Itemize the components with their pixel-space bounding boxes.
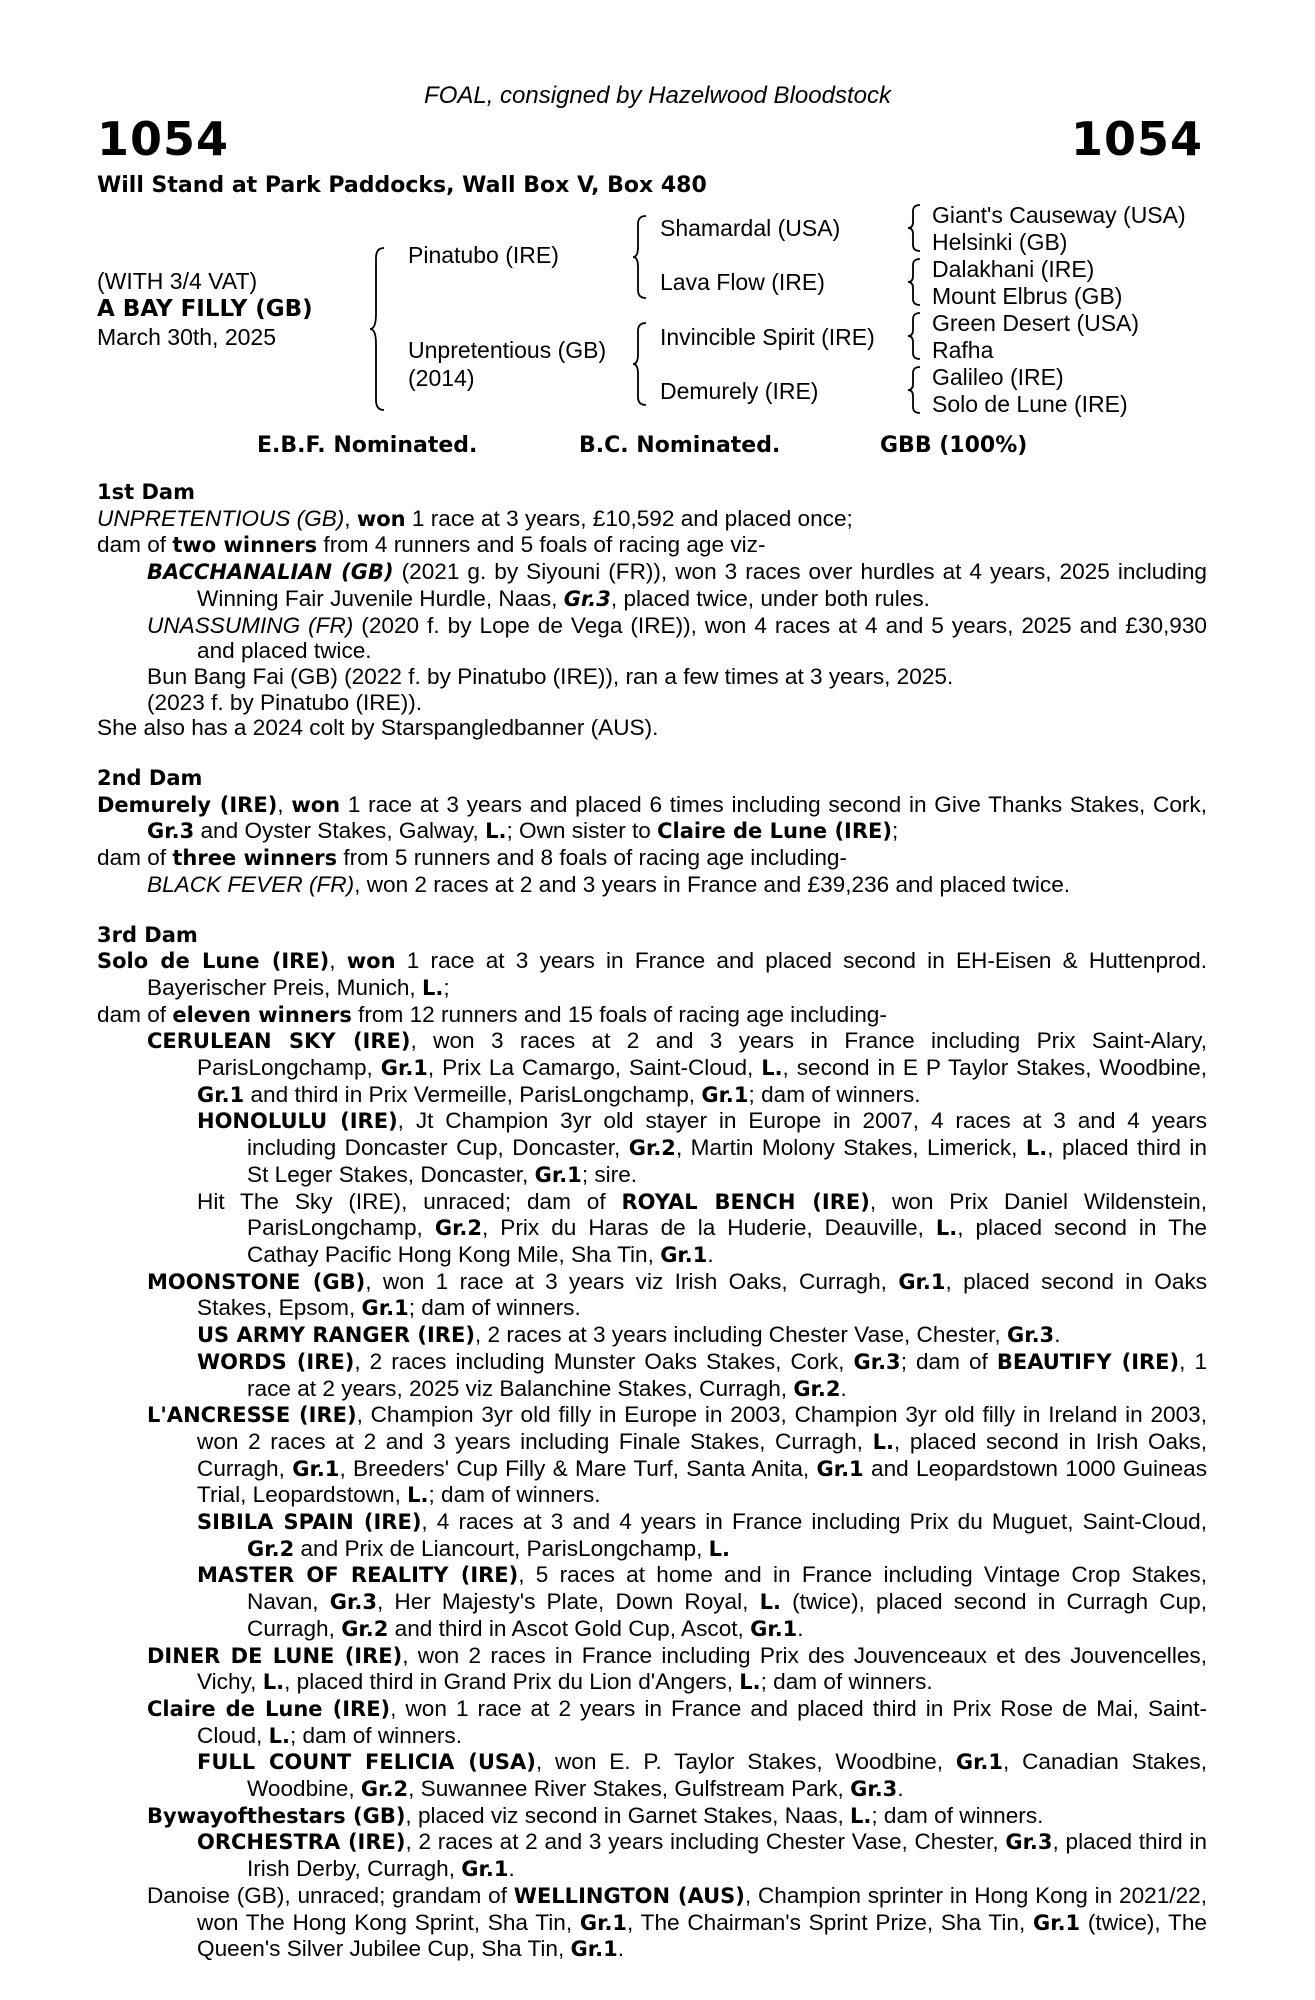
ggs-2: Dalakhani (IRE) xyxy=(932,256,1095,282)
second-dam-entry: Demurely (IRE), won 1 race at 3 years and placed 6 times including second in Give Thanks Stakes, Cork, Gr.3 and Oyster Stakes, Galway, L.; Own sister to Claire de Lune (IRE); xyxy=(97,791,1207,844)
dam-name: Unpretentious (GB) xyxy=(408,337,607,363)
sire-dam: Lava Flow (IRE) xyxy=(660,269,825,295)
dam-year: (2014) xyxy=(408,365,475,391)
foal-name: A BAY FILLY (GB) xyxy=(97,296,313,322)
produce-entry: Danoise (GB), unraced; grandam of WELLINGTON (AUS), Champion sprinter in Hong Kong in 2021/22, won The Hong Kong Sprint, Sha Tin, Gr.1, The Chairman's Sprint Prize, Sha Tin, Gr.1 (twice), The Queen's Silver Jubilee Cup, Sha Tin, Gr.1. xyxy=(147,1882,1207,1962)
sire-sire: Shamardal (USA) xyxy=(660,215,841,241)
first-dam-entry: UNPRETENTIOUS (GB), won 1 race at 3 years, £10,592 and placed once; xyxy=(97,505,853,531)
dam-dam: Demurely (IRE) xyxy=(660,378,819,404)
lot-number-right: 1054 xyxy=(1070,112,1203,166)
gg-brace-4 xyxy=(906,364,926,416)
produce-entry: (2023 f. by Pinatubo (IRE)). xyxy=(147,689,423,715)
bc-nomination: B.C. Nominated. xyxy=(579,433,781,458)
ggd-3: Rafha xyxy=(932,337,994,363)
first-dam-heading: 1st Dam xyxy=(97,480,195,504)
ebf-nomination: E.B.F. Nominated. xyxy=(257,433,478,458)
produce-entry: US ARMY RANGER (IRE), 2 races at 3 years including Chester Vase, Chester, Gr.3. xyxy=(197,1322,1061,1348)
ggs-3: Green Desert (USA) xyxy=(932,310,1140,336)
produce-entry: Bun Bang Fai (GB) (2022 f. by Pinatubo (IRE)), ran a few times at 3 years, 2025. xyxy=(147,663,954,689)
vat-note: (WITH 3/4 VAT) xyxy=(97,268,258,294)
gg-brace-1 xyxy=(906,202,926,254)
dam-sire: Invincible Spirit (IRE) xyxy=(660,324,875,350)
produce-entry: ORCHESTRA (IRE), 2 races at 2 and 3 years including Chester Vase, Chester, Gr.3, placed third in Irish Derby, Curragh, Gr.1. xyxy=(197,1829,1207,1882)
gg-brace-2 xyxy=(906,256,926,308)
produce-entry: FULL COUNT FELICIA (USA), won E. P. Taylor Stakes, Woodbine, Gr.1, Canadian Stakes, Woodbine, Gr.2, Suwannee River Stakes, Gulfstream Park, Gr.3. xyxy=(197,1749,1207,1802)
catalogue-body xyxy=(97,480,1207,1963)
sire: Pinatubo (IRE) xyxy=(408,242,559,268)
produce-entry: Bywayofthestars (GB), placed viz second in Garnet Stakes, Naas, L.; dam of winners. xyxy=(147,1802,1044,1828)
produce-entry: BACCHANALIAN (GB) (2021 g. by Siyouni (FR)), won 3 races over hurdles at 4 years, 2025 including Winning Fair Juvenile Hurdle, Naas, Gr.3, placed twice, under both rules. xyxy=(147,559,1207,611)
dam-brace xyxy=(632,320,652,408)
stand-location: Will Stand at Park Paddocks, Wall Box V, Box 480 xyxy=(97,173,707,198)
ggs-4: Galileo (IRE) xyxy=(932,364,1064,390)
produce-entry: L'ANCRESSE (IRE), Champion 3yr old filly in Europe in 2003, Champion 3yr old filly in Ireland in 2003, won 2 races at 2 and 3 years including Finale Stakes, Curragh, L., placed second in Irish Oaks, Curragh, Gr.1, Breeders' Cup Filly & Mare Turf, Santa Anita, Gr.1 and Leopardstown 1000 Guineas Trial, Leopardstown, L.; dam of winners. xyxy=(147,1402,1208,1508)
sire-brace xyxy=(632,213,652,301)
ggd-4: Solo de Lune (IRE) xyxy=(932,391,1128,417)
third-dam-entry: Solo de Lune (IRE), won 1 race at 3 years in France and placed second in EH-Eisen & Huttenprod. Bayerischer Preis, Munich, L.; xyxy=(97,948,1207,1000)
first-dam-produce: dam of two winners from 4 runners and 5 foals of racing age viz- xyxy=(97,532,766,558)
gg-brace-3 xyxy=(906,310,926,362)
produce-entry: MOONSTONE (GB), won 1 race at 3 years viz Irish Oaks, Curragh, Gr.1, placed second in Oaks Stakes, Epsom, Gr.1; dam of winners. xyxy=(147,1268,1207,1321)
ggs-1: Giant's Causeway (USA) xyxy=(932,202,1186,228)
produce-entry: Hit The Sky (IRE), unraced; dam of ROYAL BENCH (IRE), won Prix Daniel Wildenstein, ParisLongchamp, Gr.2, Prix du Haras de la Huderie, Deauville, L., placed second in The Cathay Pacific Hong Kong Mile, Sha Tin, Gr.1. xyxy=(197,1188,1207,1267)
foal-dob: March 30th, 2025 xyxy=(97,324,277,350)
produce-entry: MASTER OF REALITY (IRE), 5 races at home and in France including Vintage Crop Stakes, Navan, Gr.3, Her Majesty's Plate, Down Royal, L. (twice), placed second in Curragh Cup, Curragh, Gr.2 and third in Ascot Gold Cup, Ascot, Gr.1. xyxy=(197,1562,1208,1641)
ggd-2: Mount Elbrus (GB) xyxy=(932,283,1123,309)
lot-number-left: 1054 xyxy=(97,112,230,166)
third-dam-produce: dam of eleven winners from 12 runners and 15 foals of racing age including- xyxy=(97,1001,887,1027)
consignor-line: FOAL, consigned by Hazelwood Bloodstock xyxy=(424,82,891,109)
foal-brace xyxy=(368,244,388,414)
second-dam-heading: 2nd Dam xyxy=(97,766,203,791)
gbb-note: GBB (100%) xyxy=(880,433,1028,458)
third-dam-heading: 3rd Dam xyxy=(97,922,198,947)
produce-entry: BLACK FEVER (FR), won 2 races at 2 and 3 years in France and £39,236 and placed twice. xyxy=(147,871,1071,897)
produce-entry: HONOLULU (IRE), Jt Champion 3yr old stayer in Europe in 2007, 4 races at 3 and 4 years including Doncaster Cup, Doncaster, Gr.2, Martin Molony Stakes, Limerick, L., placed third in St Leger Stakes, Doncaster, Gr.1; sire. xyxy=(197,1108,1207,1187)
produce-entry: SIBILA SPAIN (IRE), 4 races at 3 and 4 years in France including Prix du Muguet, Saint-Cloud, Gr.2 and Prix de Liancourt, ParisLongchamp, L. xyxy=(197,1509,1207,1561)
produce-entry: CERULEAN SKY (IRE), won 3 races at 2 and 3 years in France including Prix Saint-Alary, ParisLongchamp, Gr.1, Prix La Camargo, Saint-Cloud, L., second in E P Taylor Stakes, Woodbine, Gr.1 and third in Prix Vermeille, ParisLongchamp, Gr.1; dam of winners. xyxy=(147,1028,1207,1107)
produce-entry: DINER DE LUNE (IRE), won 2 races in France including Prix des Jouvenceaux et des Jouvencelles, Vichy, L., placed third in Grand Prix du Lion d'Angers, L.; dam of winners. xyxy=(147,1642,1207,1695)
ggd-1: Helsinki (GB) xyxy=(932,229,1068,255)
produce-entry: Claire de Lune (IRE), won 1 race at 2 years in France and placed third in Prix Rose de Mai, Saint-Cloud, L.; dam of winners. xyxy=(147,1695,1207,1748)
produce-entry: WORDS (IRE), 2 races including Munster Oaks Stakes, Cork, Gr.3; dam of BEAUTIFY (IRE), 1 race at 2 years, 2025 viz Balanchine Stakes, Curragh, Gr.2. xyxy=(197,1348,1208,1401)
produce-note: She also has a 2024 colt by Starspangledbanner (AUS). xyxy=(97,715,659,741)
second-dam-produce: dam of three winners from 5 runners and 8 foals of racing age including- xyxy=(97,845,848,871)
produce-entry: UNASSUMING (FR) (2020 f. by Lope de Vega (IRE)), won 4 races at 4 and 5 years, 2025 and £30,930 and placed twice. xyxy=(147,612,1207,664)
